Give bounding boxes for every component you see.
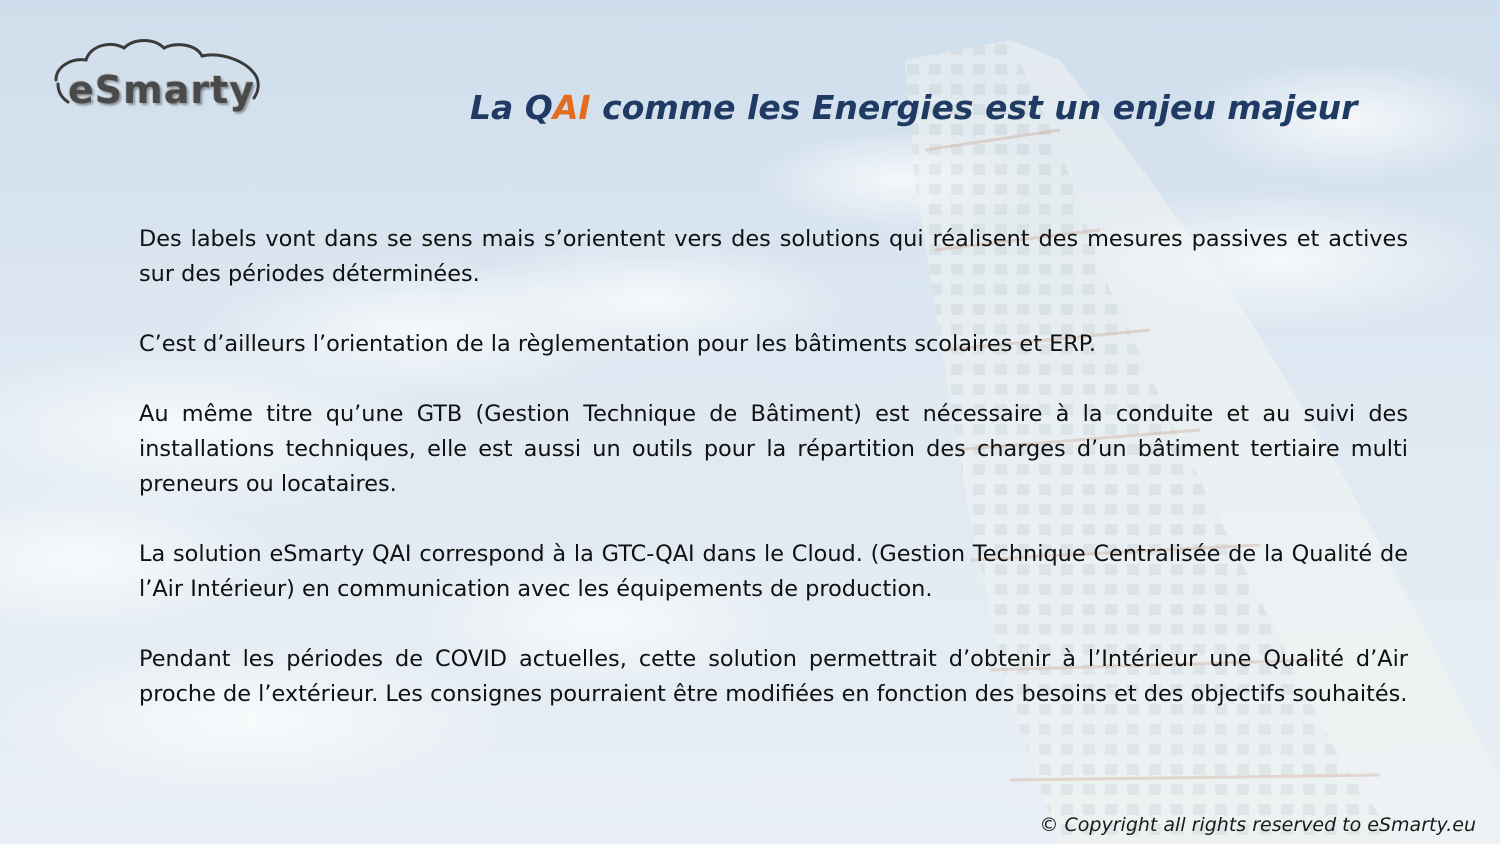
esmarty-logo xyxy=(50,36,265,116)
title-accent: AI xyxy=(552,88,591,127)
title-prefix: La Q xyxy=(470,88,553,127)
title-suffix: comme les Energies est un enjeu majeur xyxy=(590,88,1358,127)
paragraph-solution: La solution eSmarty QAI correspond à la GTC-QAI dans le Cloud. (Gestion Technique Centralisée de la Qualité de l’Air Intérieur) en communication avec les équipements de production. xyxy=(139,541,1408,602)
paragraph-covid: Pendant les périodes de COVID actuelles, cette solution permettrait d’obtenir à l’Intérieur une Qualité d’Air proche de l’extérieur. Les consignes pourraient être modifiées en fonction des besoins et des objectifs souhaités. xyxy=(139,646,1408,707)
copyright-notice: © Copyright all rights reserved to eSmarty.eu xyxy=(1039,814,1476,836)
logo-text: eSmarty xyxy=(68,68,256,112)
paragraph-gtb: Au même titre qu’une GTB (Gestion Technique de Bâtiment) est nécessaire à la conduite et au suivi des installations techniques, elle est aussi un outils pour la répartition des charges d’un bâtiment tertiaire multi preneurs ou locataires. xyxy=(139,401,1408,497)
page-title xyxy=(470,88,1370,127)
body-text xyxy=(139,222,1408,747)
paragraph-labels: Des labels vont dans se sens mais s’orientent vers des solutions qui réalisent des mesures passives et actives sur des périodes déterminées. xyxy=(139,226,1408,287)
paragraph-regulation: C’est d’ailleurs l’orientation de la règlementation pour les bâtiments scolaires et ERP. xyxy=(139,331,1096,357)
